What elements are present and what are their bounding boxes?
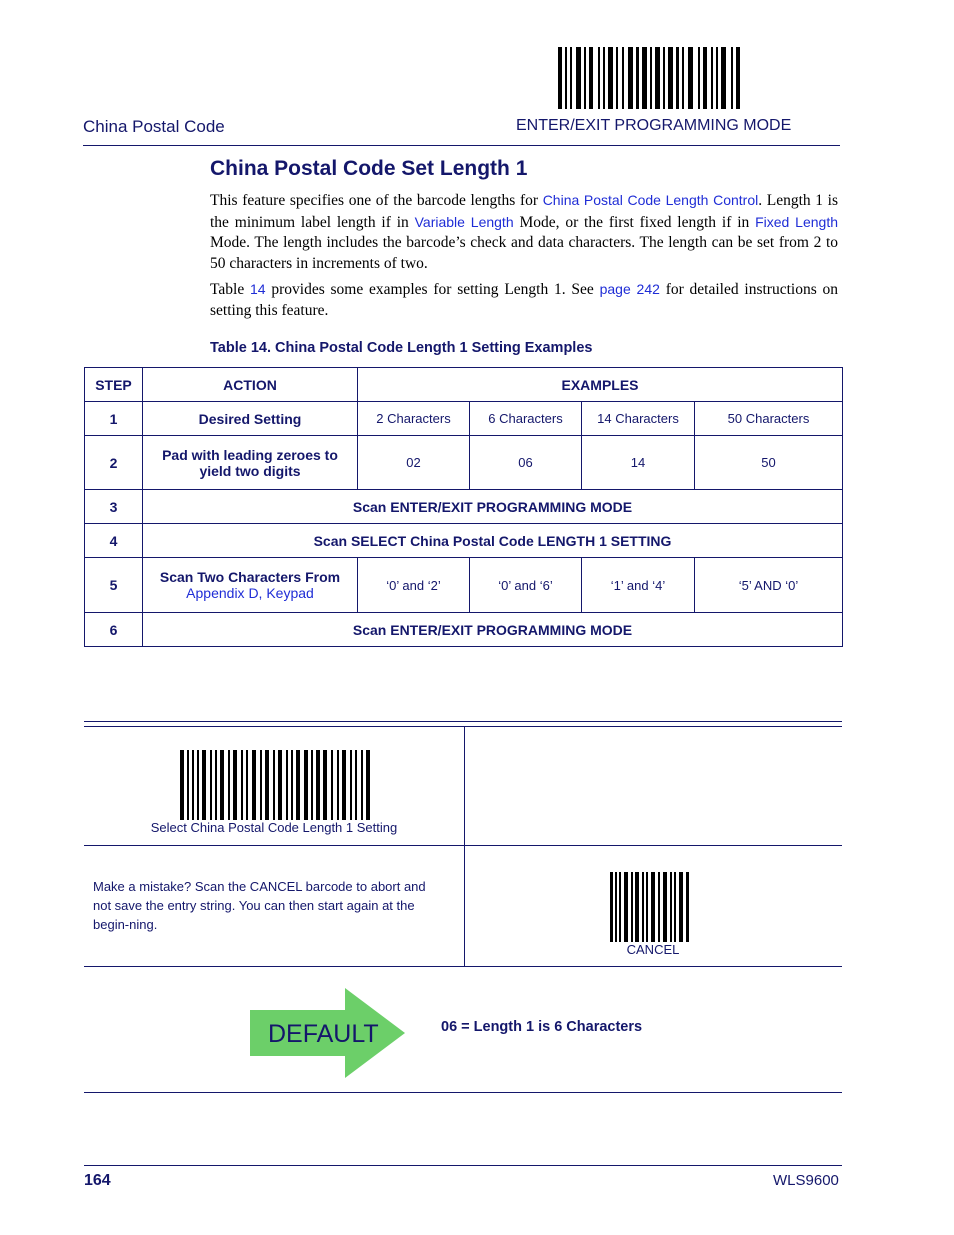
- example-cell: 02: [358, 436, 470, 490]
- example-cell: ‘1’ and ‘4’: [582, 558, 695, 613]
- link-china-postal-code-length-control[interactable]: China Postal Code Length Control: [542, 192, 759, 208]
- step-number: 2: [85, 436, 143, 490]
- table-row: [85, 558, 843, 613]
- para-text: Table: [210, 281, 250, 298]
- link-page-242[interactable]: page 242: [599, 281, 660, 297]
- step-number: 4: [85, 524, 143, 558]
- table-caption: Table 14. China Postal Code Length 1 Setting Examples: [210, 340, 593, 356]
- example-cell: ‘0’ and ‘2’: [358, 558, 470, 613]
- table-header-row: [85, 368, 843, 402]
- panel-divider: [84, 726, 842, 727]
- example-cell: 06: [470, 436, 582, 490]
- example-cell: 14: [582, 436, 695, 490]
- example-cell: ‘5’ AND ‘0’: [695, 558, 843, 613]
- action-cell: Pad with leading zeroes to yield two digits: [143, 436, 358, 490]
- example-cell: 14 Characters: [582, 402, 695, 436]
- cancel-barcode-label: CANCEL: [626, 942, 680, 957]
- header-action: ACTION: [143, 368, 358, 402]
- action-text: Scan Two Characters From: [159, 569, 341, 585]
- enter-exit-programming-barcode[interactable]: [558, 47, 742, 109]
- para-text: . Length 1 is the minimum label length if in: [210, 192, 839, 231]
- link-variable-length[interactable]: Variable Length: [414, 213, 514, 230]
- panel-divider: [84, 845, 842, 846]
- cancel-instructions: Make a mistake? Scan the CANCEL barcode to abort and not save the entry string. You can then start again at the begin-ning.: [93, 879, 426, 932]
- intro-paragraph: [210, 190, 838, 274]
- cancel-barcode[interactable]: [610, 872, 690, 942]
- para-text: Mode, or the first fixed length if in: [513, 213, 756, 231]
- step-number: 3: [85, 490, 143, 524]
- header-step: STEP: [85, 368, 143, 402]
- page-number: 164: [84, 1172, 111, 1189]
- step-number: 1: [85, 402, 143, 436]
- link-appendix-d-keypad[interactable]: Appendix D, Keypad: [186, 585, 314, 601]
- header-examples: EXAMPLES: [358, 368, 843, 402]
- table-row: [85, 613, 843, 647]
- footer-divider: [84, 1165, 842, 1166]
- settings-examples-table: [84, 367, 843, 647]
- panel-column-divider: [464, 726, 465, 967]
- panel-divider: [84, 721, 842, 722]
- para-text: Mode. The length includes the barcode’s check and data characters. The length can be set from 2 to 50 characters in increments of two.: [210, 234, 838, 272]
- table-row: [85, 436, 843, 490]
- default-arrow-label: DEFAULT: [268, 1020, 379, 1048]
- table-row: [85, 490, 843, 524]
- panel-divider: [84, 966, 842, 967]
- action-span-cell: Scan ENTER/EXIT PROGRAMMING MODE: [143, 490, 843, 524]
- link-table-14[interactable]: 14: [250, 281, 266, 297]
- header-divider: [83, 145, 840, 146]
- select-barcode-label: Select China Postal Code Length 1 Setting: [150, 820, 398, 835]
- example-cell: 50: [695, 436, 843, 490]
- table-row: [85, 402, 843, 436]
- example-cell: 6 Characters: [470, 402, 582, 436]
- para-text: This feature specifies one of the barcode lengths for: [210, 192, 543, 209]
- default-arrow-icon: [250, 988, 405, 1078]
- page-title: China Postal Code Set Length 1: [210, 157, 528, 180]
- header-section-title: China Postal Code: [83, 117, 225, 136]
- link-fixed-length[interactable]: Fixed Length: [755, 213, 838, 230]
- select-length1-barcode[interactable]: [180, 750, 371, 820]
- step-number: 6: [85, 613, 143, 647]
- step-number: 5: [85, 558, 143, 613]
- action-cell: [143, 558, 358, 613]
- product-name: WLS9600: [773, 1172, 839, 1189]
- table-reference-paragraph: [210, 279, 838, 321]
- example-cell: 2 Characters: [358, 402, 470, 436]
- action-cell: Desired Setting: [143, 402, 358, 436]
- action-span-cell: Scan SELECT China Postal Code LENGTH 1 SETTING: [143, 524, 843, 558]
- action-span-cell: Scan ENTER/EXIT PROGRAMMING MODE: [143, 613, 843, 647]
- para-text: for detailed instructions on setting this feature.: [210, 281, 839, 319]
- default-divider: [84, 1092, 842, 1093]
- example-cell: ‘0’ and ‘6’: [470, 558, 582, 613]
- example-cell: 50 Characters: [695, 402, 843, 436]
- default-value: 06 = Length 1 is 6 Characters: [441, 1019, 643, 1035]
- para-text: provides some examples for setting Length 1. See: [265, 281, 600, 298]
- table-row: [85, 524, 843, 558]
- header-barcode-label: ENTER/EXIT PROGRAMMING MODE: [516, 117, 792, 134]
